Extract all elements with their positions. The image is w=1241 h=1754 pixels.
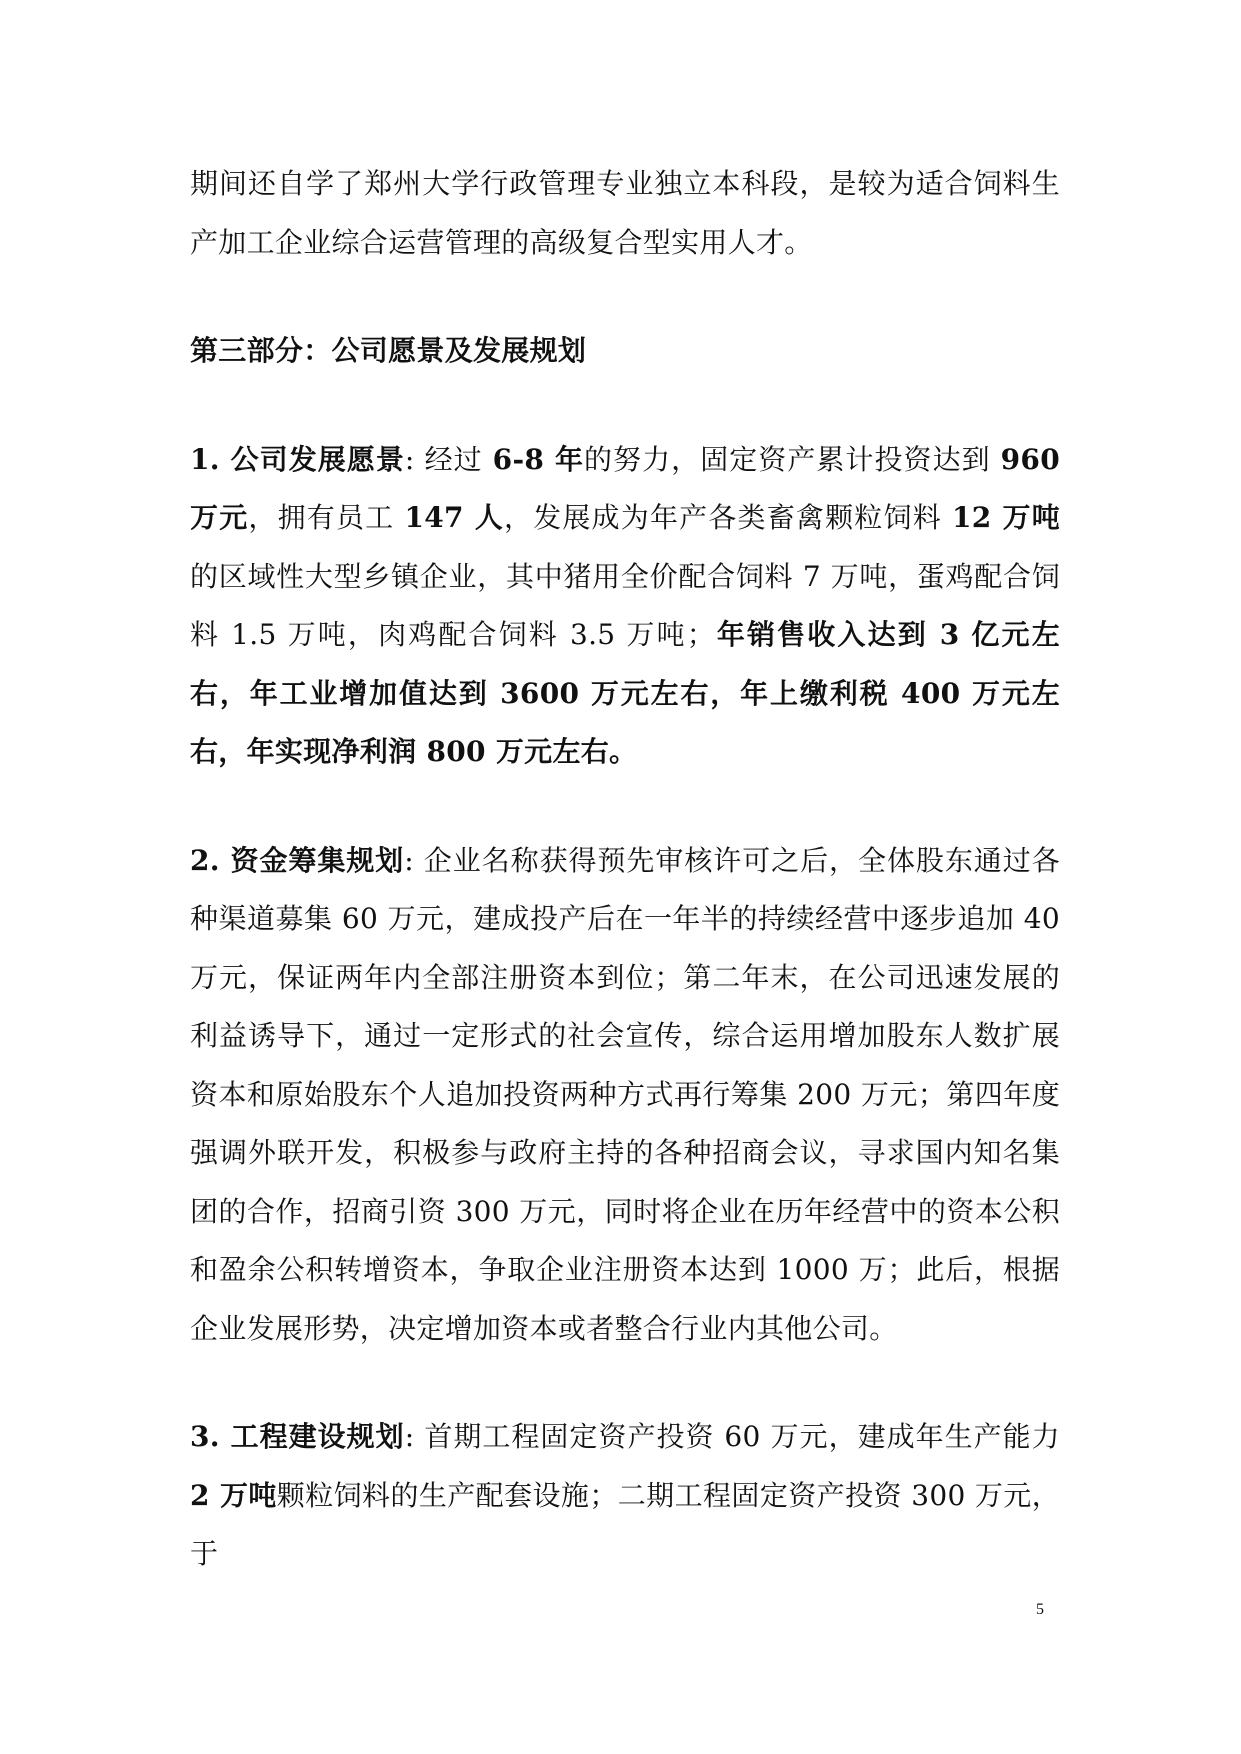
construction-paragraph: 3. 工程建设规划: 首期工程固定资产投资 60 万元，建成年生产能力 2 万吨颗粒饲料的生产配套设施；二期工程固定资产投资 300 万元，于 (190, 1420, 1060, 1570)
funding-label: 2. 资金筹集规划 (190, 843, 405, 877)
intro-paragraph: 期间还自学了郑州大学行政管理专业独立本科段，是较为适合饲料生产加工企业综合运营管理的高级复合型实用人才。 (190, 167, 1060, 259)
vision-paragraph: 1. 公司发展愿景: 经过 6-8 年的努力，固定资产累计投资达到 960 万元，拥有员工 147 人，发展成为年产各类畜禽颗粒饲料 12 万吨的区域性大型乡镇企业，其中猪用全价配合饲料 7 万吨，蛋鸡配合饲料 1.5 万吨，肉鸡配合饲料 3.5 万吨；年销售收入达到 3 亿元左右，年工业增加值达到 3600 万元左右，年上缴利税 400 万元左右，年实现净利润 800 万元左右。 (190, 442, 1061, 768)
funding-paragraph: 2. 资金筹集规划: 企业名称获得预先审核许可之后，全体股东通过各种渠道募集 60 万元，建成投产后在一年半的持续经营中逐步追加 40 万元，保证两年内全部注册资本到位；第二年末，在公司迅速发展的利益诱导下，通过一定形式的社会宣传，综合运用增加股东人数扩展资本和原始股东个人追加投资两种方式再行筹集 200 万元；第四年度强调外联开发，积极参与政府主持的各种招商会议，寻求国内知名集团的合作，招商引资 300 万元，同时将企业在历年经营中的资本公积和盈余公积转增资本，争取企业注册资本达到 1000 万；此后，根据企业发展形势，决定增加资本或者整合行业内其他公司。 (190, 843, 1060, 1345)
page-content (190, 155, 1060, 1584)
construction-label: 3. 工程建设规划 (190, 1420, 405, 1453)
page-number: 5 (1036, 1601, 1044, 1618)
vision-label: 1. 公司发展愿景 (190, 442, 405, 476)
section-heading: 第三部分：公司愿景及发展规划 (190, 334, 587, 367)
